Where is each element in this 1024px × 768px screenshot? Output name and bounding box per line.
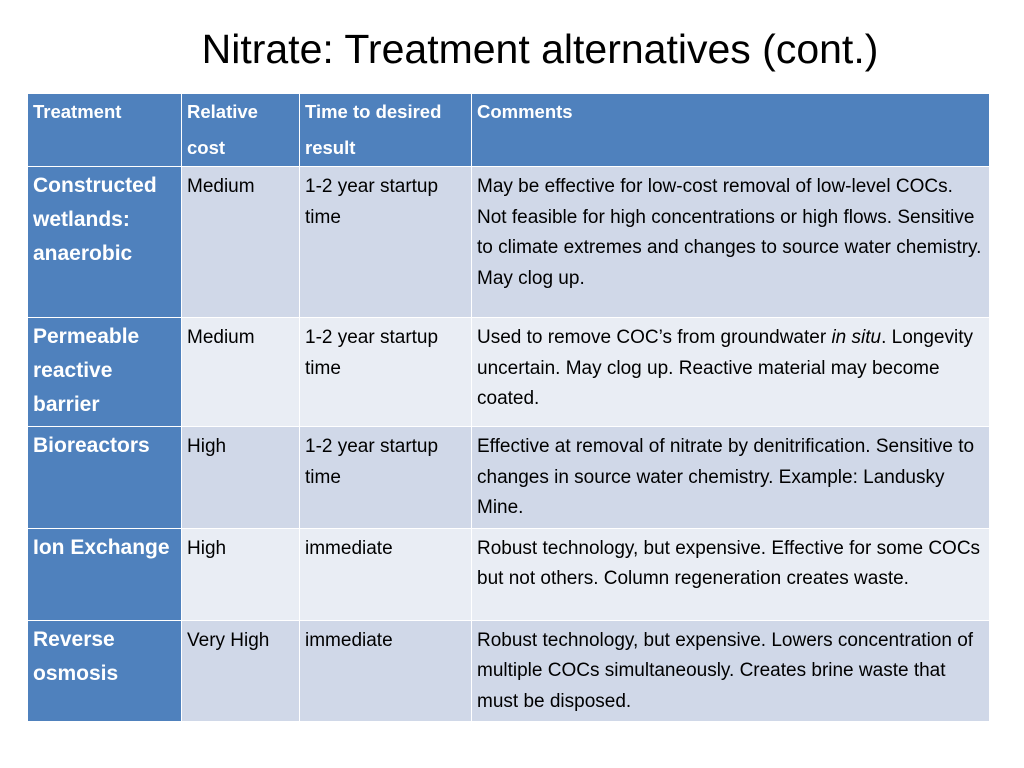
comments-italic-text: in situ bbox=[831, 327, 882, 348]
relative-cost-cell: High bbox=[182, 427, 300, 529]
relative-cost-cell: Very High bbox=[182, 620, 300, 722]
comments-text: Used to remove COC’s from groundwater bbox=[477, 327, 832, 348]
treatment-name: Constructed wetlands: anaerobic bbox=[28, 167, 182, 318]
table-row bbox=[28, 318, 990, 427]
comments-cell: May be effective for low-cost removal of low-level COCs. Not feasible for high concentrations or high flows. Sensitive to climate extremes and changes to source water chemistry. May clog up. bbox=[472, 167, 990, 318]
time-cell: 1-2 year startup time bbox=[300, 318, 472, 427]
table-row bbox=[28, 427, 990, 529]
table-row bbox=[28, 528, 990, 620]
time-cell: immediate bbox=[300, 620, 472, 722]
treatment-name: Reverse osmosis bbox=[28, 620, 182, 722]
comments-text: . Longevity uncertain. May clog up. Reactive material may become coated. bbox=[477, 327, 973, 409]
comments-cell: Robust technology, but expensive. Effective for some COCs but not others. Column regeneration creates waste. bbox=[472, 528, 990, 620]
relative-cost-cell: Medium bbox=[182, 167, 300, 318]
treatment-alternatives-table bbox=[27, 93, 990, 722]
header-treatment: Treatment bbox=[28, 94, 182, 167]
slide-title: Nitrate: Treatment alternatives (cont.) bbox=[201, 26, 879, 72]
time-cell: immediate bbox=[300, 528, 472, 620]
time-cell: 1-2 year startup time bbox=[300, 167, 472, 318]
time-cell: 1-2 year startup time bbox=[300, 427, 472, 529]
treatment-name: Ion Exchange bbox=[28, 528, 182, 620]
treatment-name: Permeable reactive barrier bbox=[28, 318, 182, 427]
table-row bbox=[28, 167, 990, 318]
header-time-to-result: Time to desired result bbox=[300, 94, 472, 167]
comments-cell: Robust technology, but expensive. Lowers concentration of multiple COCs simultaneously. Creates brine waste that must be disposed. bbox=[472, 620, 990, 722]
header-comments: Comments bbox=[472, 94, 990, 167]
relative-cost-cell: Medium bbox=[182, 318, 300, 427]
relative-cost-cell: High bbox=[182, 528, 300, 620]
treatment-name: Bioreactors bbox=[28, 427, 182, 529]
header-row bbox=[28, 94, 990, 167]
table-row bbox=[28, 620, 990, 722]
comments-cell: Effective at removal of nitrate by denitrification. Sensitive to changes in source water chemistry. Example: Landusky Mine. bbox=[472, 427, 990, 529]
comments-cell bbox=[472, 318, 990, 427]
header-relative-cost: Relative cost bbox=[182, 94, 300, 167]
